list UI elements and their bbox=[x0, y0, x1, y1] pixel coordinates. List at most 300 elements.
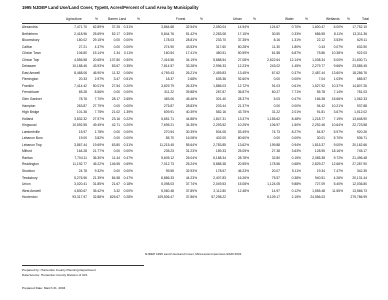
municipality-name: Clinton Town bbox=[22, 51, 41, 56]
column-header: Forest bbox=[176, 17, 186, 21]
table-cell: 27.54 bbox=[111, 83, 120, 88]
table-cell: 2,829.27 bbox=[312, 162, 325, 167]
table-cell: 0.00 bbox=[113, 169, 120, 174]
table-cell: 3.53% bbox=[333, 38, 343, 43]
table-cell: 17.41% bbox=[185, 51, 197, 56]
table-cell: 0.00 bbox=[273, 77, 280, 82]
table-cell: 6,188.34 bbox=[213, 155, 226, 160]
table-cell: 36.87% bbox=[237, 90, 249, 95]
table-cell: 43.53% bbox=[185, 44, 197, 49]
table-cell: 609.91 bbox=[163, 110, 174, 115]
table-cell: 57,298.22 bbox=[211, 195, 226, 200]
table-cell: 10,592.55 bbox=[72, 123, 87, 128]
table-cell: 65.28 bbox=[78, 90, 87, 95]
table-cell: 480.51 bbox=[215, 51, 226, 56]
table-cell: 32.80 bbox=[271, 155, 280, 160]
table-cell: 1.03% bbox=[333, 77, 343, 82]
table-cell: 12.14% bbox=[289, 57, 301, 62]
table-cell: 7,704.11 bbox=[74, 155, 87, 160]
table-cell: 27.21 bbox=[78, 44, 87, 49]
table-cell: 37.74% bbox=[185, 182, 197, 187]
table-cell: 83.67 bbox=[111, 64, 120, 69]
table-cell: 2.68% bbox=[187, 77, 197, 82]
table-cell: 12,036.80 bbox=[352, 182, 367, 187]
table-cell: 9.00% bbox=[333, 142, 343, 147]
table-cell: 53.49% bbox=[237, 129, 249, 134]
table-cell: 2,996.33 bbox=[213, 64, 226, 69]
table-cell: 101.36 bbox=[76, 110, 87, 115]
table-cell: 10.37% bbox=[331, 83, 343, 88]
table-cell: 20.33 bbox=[78, 77, 87, 82]
table-cell: 55.64% bbox=[185, 142, 197, 147]
table-cell: 0.00% bbox=[123, 129, 133, 134]
table-cell: 21.39% bbox=[92, 175, 104, 180]
table-cell: 582.16 bbox=[215, 110, 226, 115]
table-cell: 124.67 bbox=[269, 25, 280, 29]
table-cell: 1,847.31 bbox=[213, 116, 226, 121]
table-cell: 43.75% bbox=[237, 110, 249, 115]
table-cell: 54.57 bbox=[316, 129, 325, 134]
table-cell: 270.94 bbox=[163, 129, 174, 134]
table-cell: 99.55 bbox=[165, 169, 174, 174]
municipality-name: Hampton bbox=[22, 103, 36, 108]
table-cell: 1.39% bbox=[123, 110, 133, 115]
table-cell: 3,867.44 bbox=[74, 142, 87, 147]
column-header: % bbox=[347, 17, 350, 21]
table-cell: 203.44 bbox=[215, 103, 226, 108]
table-cell: 11.44 bbox=[111, 155, 120, 160]
municipality-name: Holland bbox=[22, 116, 34, 121]
column-header: Total bbox=[362, 17, 369, 21]
municipality-name: Clinton Twp bbox=[22, 57, 40, 62]
table-cell: 0.43 bbox=[318, 44, 325, 49]
municipality-name: Milford bbox=[22, 149, 32, 154]
table-cell: 31.23% bbox=[185, 149, 197, 154]
table-cell: 6.87% bbox=[291, 51, 301, 56]
table-cell: 23.16 bbox=[111, 116, 120, 121]
table-cell: 5,888.54 bbox=[213, 57, 226, 62]
table-cell: 26.21% bbox=[185, 70, 197, 75]
column-header: Agriculture bbox=[66, 17, 82, 21]
table-cell: 1,815.37 bbox=[312, 142, 325, 147]
municipality-name: Califon bbox=[22, 44, 33, 49]
table-cell: 287.87 bbox=[215, 90, 226, 95]
table-cell: 33.28% bbox=[185, 64, 197, 69]
municipality-name: Stockton bbox=[22, 169, 35, 174]
table-cell: 1.50% bbox=[291, 123, 301, 128]
table-cell: 275.87 bbox=[163, 103, 174, 108]
table-cell: 0.38% bbox=[291, 175, 301, 180]
table-cell: 91.81 bbox=[316, 110, 325, 115]
table-cell: 7.04 bbox=[318, 77, 325, 82]
table-cell: 0.00 bbox=[113, 90, 120, 95]
table-cell: 31.22 bbox=[271, 110, 280, 115]
table-cell: 85.70 bbox=[165, 136, 174, 141]
table-cell: 128.95 bbox=[314, 149, 325, 154]
table-cell: 7.14% bbox=[333, 90, 343, 95]
table-cell: 61.58 bbox=[271, 51, 280, 56]
table-cell: 31.85% bbox=[92, 182, 104, 187]
table-cell: 32.54% bbox=[185, 25, 197, 29]
table-cell: 5.00% bbox=[333, 57, 343, 62]
table-cell: 10.21% bbox=[331, 103, 343, 108]
table-cell: 12.23% bbox=[237, 64, 249, 69]
table-cell: 7,471.70 bbox=[74, 25, 87, 29]
table-cell: 0.00 bbox=[113, 149, 120, 154]
table-cell: 34.19% bbox=[185, 57, 197, 62]
table-cell: 14,807.26 bbox=[352, 83, 367, 88]
table-cell: 189.33 bbox=[215, 149, 226, 154]
table-cell: 0.00% bbox=[123, 44, 133, 49]
table-cell: 0.00 bbox=[113, 129, 120, 134]
table-cell: 67.62 bbox=[271, 70, 280, 75]
table-cell: 0.12% bbox=[291, 188, 301, 193]
table-cell: 1,155.62 bbox=[267, 116, 280, 121]
table-cell: 18,286.76 bbox=[352, 70, 367, 75]
table-cell: 8.11% bbox=[333, 31, 343, 36]
table-cell: 18.37 bbox=[165, 77, 174, 82]
municipality-name: Glen Gardner bbox=[22, 97, 42, 102]
table-cell: 3.63% bbox=[291, 149, 301, 154]
table-cell: 0.00% bbox=[123, 90, 133, 95]
table-cell: 5,651.71 bbox=[161, 116, 174, 121]
table-row bbox=[22, 195, 367, 202]
table-cell: 49.49% bbox=[92, 123, 104, 128]
table-cell: 922.03 bbox=[356, 51, 367, 56]
table-cell: 5,844.76 bbox=[161, 31, 174, 36]
table-cell: 44.23% bbox=[185, 175, 197, 180]
table-cell: 27.08% bbox=[237, 57, 249, 62]
table-cell: 166.38 bbox=[314, 97, 325, 102]
table-cell: 0.31% bbox=[123, 25, 133, 29]
municipality-name: Alexandria bbox=[22, 25, 38, 29]
table-title: 1995 NJDEP Land Use/Land Cover, TypeIII, Acres/Percent of Land Area by Municipality bbox=[22, 5, 199, 10]
table-cell: 0.35% bbox=[123, 64, 133, 69]
column-header: % bbox=[95, 17, 98, 21]
table-cell: 15.66% bbox=[331, 97, 343, 102]
table-cell: 9.88% bbox=[291, 182, 301, 187]
table-cell: 2,050.04 bbox=[213, 25, 226, 29]
table-cell: 5.03 bbox=[273, 97, 280, 102]
table-cell: 0.18% bbox=[123, 182, 133, 187]
table-cell: 32.93% bbox=[185, 169, 197, 174]
table-cell: 1,124.05 bbox=[267, 182, 280, 187]
municipality-name: Frenchtown bbox=[22, 90, 40, 95]
table-cell: 2,418.96 bbox=[74, 31, 87, 36]
table-cell: 109,506.47 bbox=[157, 195, 174, 200]
table-cell: 28.81% bbox=[185, 38, 197, 43]
table-cell: 0.11% bbox=[123, 51, 133, 56]
table-cell: 6,109.17 bbox=[267, 195, 280, 200]
table-cell: 3,829.79 bbox=[161, 83, 174, 88]
table-cell: 178.57 bbox=[215, 169, 226, 174]
table-cell: 4.37% bbox=[94, 44, 104, 49]
table-cell: 14.97 bbox=[271, 188, 280, 193]
table-cell: 0.07% bbox=[333, 44, 343, 49]
municipality-name: Bethlehem bbox=[22, 31, 38, 36]
table-cell: 402.00 bbox=[215, 136, 226, 141]
table-cell: 21.67 bbox=[111, 182, 120, 187]
municipality-name: Hunterdon bbox=[22, 195, 38, 200]
municipality-name: East Amwell bbox=[22, 70, 40, 75]
table-cell: 12.66% bbox=[331, 162, 343, 167]
table-cell: 46.23% bbox=[237, 169, 249, 174]
table-cell: 199.88 bbox=[269, 142, 280, 147]
data-table bbox=[22, 25, 367, 202]
table-cell: 15.14% bbox=[92, 51, 104, 56]
table-cell: 27,287.90 bbox=[352, 162, 367, 167]
table-cell: 781.03 bbox=[356, 90, 367, 95]
table-cell: 15.97 bbox=[78, 129, 87, 134]
table-cell: 45.22% bbox=[92, 162, 104, 167]
table-cell: 1.45% bbox=[291, 64, 301, 69]
footer-rule bbox=[22, 265, 144, 266]
municipality-name: Delaware bbox=[22, 64, 36, 69]
table-cell: 91.03 bbox=[271, 83, 280, 88]
footer-line: NJDEP 1995 Land Use/Land Cover, Minnesota Impervious ESRI 2001 bbox=[145, 252, 242, 256]
table-cell: 1,527.92 bbox=[312, 83, 325, 88]
table-cell: 1.78% bbox=[94, 129, 104, 134]
table-cell: 37.25 bbox=[111, 25, 120, 29]
table-cell: 20,131.44 bbox=[352, 175, 367, 180]
table-cell: 2,085.38 bbox=[312, 155, 325, 160]
table-cell: 37.35% bbox=[237, 38, 249, 43]
table-cell: 7.71% bbox=[291, 90, 301, 95]
column-header: Urban bbox=[233, 17, 242, 21]
table-cell: 19.69% bbox=[92, 142, 104, 147]
table-cell: 45.46% bbox=[185, 97, 197, 102]
table-cell: 2,459.83 bbox=[213, 70, 226, 75]
table-cell: 0.94% bbox=[291, 142, 301, 147]
table-cell: 39.88% bbox=[185, 90, 197, 95]
table-cell: 2.15% bbox=[291, 195, 301, 200]
table-cell: 0.00% bbox=[123, 38, 133, 43]
table-cell: 10.38% bbox=[331, 51, 343, 56]
table-cell: 22.12 bbox=[316, 38, 325, 43]
table-cell: 37.89% bbox=[185, 188, 197, 193]
table-cell: 2.97% bbox=[94, 77, 104, 82]
table-cell: 17,752.10 bbox=[352, 25, 367, 29]
footer-line: Prepared Date: March 31, 2004 bbox=[22, 286, 66, 290]
column-header: Barren Land bbox=[108, 17, 127, 21]
table-cell: 3,832.32 bbox=[74, 116, 87, 121]
table-cell: 44.88% bbox=[185, 116, 197, 121]
table-cell: 7.70% bbox=[94, 97, 104, 102]
table-cell: 5.97% bbox=[333, 129, 343, 134]
table-cell: 2,487.44 bbox=[312, 70, 325, 75]
table-cell: 36.30% bbox=[92, 155, 104, 160]
table-cell: 107.80 bbox=[109, 57, 120, 62]
table-cell: 92.60% bbox=[237, 77, 249, 82]
table-cell: 4,830.67 bbox=[74, 188, 87, 193]
table-cell: 21.77% bbox=[92, 149, 104, 154]
table-cell: 5,098.03 bbox=[161, 182, 174, 187]
table-cell: 2.65% bbox=[123, 97, 133, 102]
table-cell: 0.22% bbox=[123, 116, 133, 121]
table-cell: 8.16 bbox=[273, 38, 280, 43]
table-cell: 28.17 bbox=[111, 97, 120, 102]
table-cell: 0.69% bbox=[123, 162, 133, 167]
table-cell: 94.42 bbox=[316, 103, 325, 108]
municipality-name: Lebanon Twp bbox=[22, 142, 42, 147]
municipality-name: Union bbox=[22, 182, 31, 187]
table-cell: 2,293.52 bbox=[213, 123, 226, 128]
table-cell: 0.47% bbox=[123, 175, 133, 180]
table-cell: 3.67% bbox=[333, 110, 343, 115]
table-cell: 30.01 bbox=[316, 136, 325, 141]
table-cell: 5.11% bbox=[291, 169, 301, 174]
table-cell: 4,556.58 bbox=[74, 57, 87, 62]
table-cell: 75.57 bbox=[271, 175, 280, 180]
table-cell: 1,062.33 bbox=[354, 97, 367, 102]
table-cell: 2.01% bbox=[291, 110, 301, 115]
table-cell: 14.94% bbox=[237, 25, 249, 29]
table-cell: 12.72% bbox=[237, 83, 249, 88]
table-cell: 84.58 bbox=[111, 175, 120, 180]
table-cell: 0.70% bbox=[291, 25, 301, 29]
table-cell: 1,038.34 bbox=[312, 57, 325, 62]
table-cell: 0.06% bbox=[123, 70, 133, 75]
column-header: % bbox=[200, 17, 203, 21]
table-cell: 937.88 bbox=[356, 103, 367, 108]
table-cell: 13,311.36 bbox=[352, 31, 367, 36]
table-cell: 0.50% bbox=[123, 57, 133, 62]
table-cell: 9.72% bbox=[333, 155, 343, 160]
table-cell: 20.55% bbox=[237, 162, 249, 167]
table-cell: 0.00 bbox=[273, 136, 280, 141]
table-cell: 7,416.56 bbox=[161, 57, 174, 62]
table-cell: 0.39% bbox=[123, 31, 133, 36]
column-header: % bbox=[305, 17, 308, 21]
table-cell: 8,468.06 bbox=[74, 70, 87, 75]
table-cell: 745.17 bbox=[356, 149, 367, 154]
table-cell: 19.34 bbox=[316, 169, 325, 174]
table-cell: 0.47% bbox=[123, 155, 133, 160]
table-cell: 301.40 bbox=[215, 97, 226, 102]
table-cell: 5.40% bbox=[333, 182, 343, 187]
table-cell: 0.00 bbox=[113, 38, 120, 43]
table-cell: 3,020.41 bbox=[74, 182, 87, 187]
table-cell: 686.55 bbox=[314, 31, 325, 36]
table-cell: 4.26% bbox=[333, 175, 343, 180]
table-cell: 25.69% bbox=[92, 31, 104, 36]
table-cell: 279,786.99 bbox=[350, 195, 367, 200]
table-cell: 20,162.66 bbox=[352, 142, 367, 147]
table-cell: 1,512.02 bbox=[354, 110, 367, 115]
table-cell: 21,496.48 bbox=[352, 155, 367, 160]
table-cell: 15.08% bbox=[237, 182, 249, 187]
table-cell: 10,188.46 bbox=[72, 64, 87, 69]
table-cell: 0.00 bbox=[113, 44, 120, 49]
table-cell: 62.89% bbox=[92, 25, 104, 29]
table-cell: 13.37% bbox=[237, 116, 249, 121]
table-cell: 21.02 bbox=[111, 110, 120, 115]
table-cell: 0.00% bbox=[123, 188, 133, 193]
table-cell: 13.45% bbox=[237, 70, 249, 75]
municipality-name: Lebanon Boro bbox=[22, 136, 43, 141]
table-cell: 2,279.77 bbox=[312, 64, 325, 69]
table-cell: 3,864.68 bbox=[161, 25, 174, 29]
table-cell: 23,585.45 bbox=[352, 64, 367, 69]
table-cell: 5,060.48 bbox=[161, 188, 174, 193]
table-cell: 160.54 bbox=[163, 51, 174, 56]
municipality-name: Readington bbox=[22, 162, 39, 167]
table-cell: 0.28% bbox=[123, 195, 133, 200]
table-cell: 43.93% bbox=[92, 64, 104, 69]
municipality-name: Bloomsbury bbox=[22, 38, 40, 43]
table-cell: 12.48% bbox=[237, 188, 249, 193]
table-cell: 52.17 bbox=[111, 31, 120, 36]
municipality-name: Tewksbury bbox=[22, 175, 38, 180]
table-cell: 8,886.33 bbox=[161, 175, 174, 180]
table-cell: 20.65% bbox=[92, 57, 104, 62]
table-cell: 632.50 bbox=[356, 44, 367, 49]
table-cell: 29.15% bbox=[92, 38, 104, 43]
table-cell: 0.00% bbox=[123, 149, 133, 154]
table-cell: 46.90% bbox=[92, 70, 104, 75]
table-cell: 10.64% bbox=[331, 123, 343, 128]
table-cell: 8.27% bbox=[291, 129, 301, 134]
table-cell: 93,317.97 bbox=[72, 195, 87, 200]
table-cell: 5,888.38 bbox=[213, 162, 226, 167]
table-cell: 7.19% bbox=[333, 116, 343, 121]
table-cell: 0.00 bbox=[273, 103, 280, 108]
table-cell: 27.79% bbox=[92, 103, 104, 108]
table-cell: 1,600.47 bbox=[312, 25, 325, 29]
municipality-name: Kingwood bbox=[22, 123, 37, 128]
table-cell: 2,292.46 bbox=[312, 123, 325, 128]
table-cell: 13,566.73 bbox=[352, 188, 367, 193]
table-cell: 32.88% bbox=[92, 195, 104, 200]
table-cell: 16.08% bbox=[185, 136, 197, 141]
table-cell: 0.20% bbox=[123, 83, 133, 88]
table-cell: 55.78 bbox=[316, 90, 325, 95]
table-cell: 5.70% bbox=[333, 136, 343, 141]
table-cell: 685.57 bbox=[356, 77, 367, 82]
table-cell: 60.27 bbox=[271, 90, 280, 95]
table-cell: 1,886.03 bbox=[213, 83, 226, 88]
column-header: Wetlands bbox=[326, 17, 340, 21]
table-cell: 263.87 bbox=[76, 103, 87, 108]
table-cell: 235.23 bbox=[163, 149, 174, 154]
table-cell: 180.02 bbox=[76, 38, 87, 43]
table-cell: 2,783.85 bbox=[213, 142, 226, 147]
table-cell: 28.78% bbox=[237, 155, 249, 160]
table-cell: 504.05 bbox=[215, 129, 226, 134]
table-cell: 317.60 bbox=[215, 44, 226, 49]
municipality-name: High Bridge bbox=[22, 110, 40, 115]
table-cell: 11,192.77 bbox=[72, 162, 87, 167]
table-cell: 42.71 bbox=[111, 123, 120, 128]
table-cell: 7,012.73 bbox=[161, 162, 174, 167]
table-cell: 629.11 bbox=[357, 38, 367, 43]
table-cell: 50.01% bbox=[92, 83, 104, 88]
table-cell: 0.00 bbox=[113, 136, 120, 141]
table-cell: 6.00% bbox=[333, 25, 343, 29]
table-cell: 3.32 bbox=[113, 188, 120, 193]
table-cell: 10.25% bbox=[237, 123, 249, 128]
table-cell: 28.37% bbox=[237, 97, 249, 102]
column-header: % bbox=[253, 17, 256, 21]
table-cell: 0.00% bbox=[123, 103, 133, 108]
table-cell: 483.06 bbox=[163, 97, 174, 102]
table-cell: 24.78 bbox=[78, 169, 87, 174]
table-cell: 37.86% bbox=[185, 195, 197, 200]
table-cell: 0.00% bbox=[291, 136, 301, 141]
header-rule bbox=[22, 23, 367, 24]
table-cell: 34.35% bbox=[185, 123, 197, 128]
table-cell: 2,049.53 bbox=[213, 182, 226, 187]
